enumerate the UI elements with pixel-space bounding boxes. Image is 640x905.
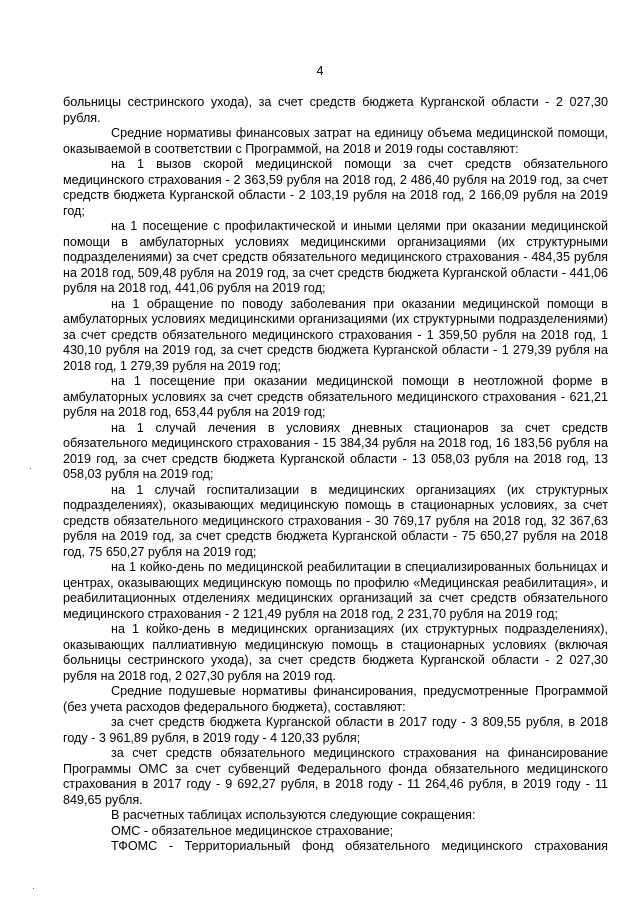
paragraph-rehabilitation-bed-day: на 1 койко-день по медицинской реабилитации в специализированных больницах и центрах, оказывающих медицинскую помощь по профилю «Медицинская реабилитация», и реабилитационных отделениях медицинских организаций за счет средств обязательного медицинского страхования - 2 121,49 рубля на 2018 год, 2 231,70 рубля на 2019 год; (63, 560, 608, 621)
paragraph-continuation: больницы сестринского ухода), за счет средств бюджета Курганской области - 2 027,30 рубля. (63, 95, 608, 125)
paragraph-day-hospital: на 1 случай лечения в условиях дневных стационаров за счет средств обязательного медицинского страхования - 15 384,34 рубля на 2018 год, 16 183,56 рубля на 2019 год, за счет средств бюджета Курганской области - 13 058,03 рубля на 2018 год, 13 058,03 рубля на 2019 год; (63, 420, 608, 481)
paragraph-abbreviations-intro: В расчетных таблицах используются следующие сокращения: (111, 808, 476, 822)
scan-speck (30, 468, 31, 469)
paragraph-preventive-visit: на 1 посещение с профилактической и иными целями при оказании медицинской помощи в амбулаторных условиях медицинскими организациями (их структурными подразделениями) за счет средств обязательного медицинского страхования - 484,35 рубля на 2018 год, 509,48 рубля на 2019 год, за счет средств бюджета Курганской области - 441,06 рубля на 2018 год, 441,06 рубля на 2019 год; (63, 219, 608, 295)
paragraph-per-capita-intro: Средние подушевые нормативы финансирования, предусмотренные Программой (без учета расходов федерального бюджета), составляют: (63, 684, 608, 714)
page-number: 4 (316, 64, 324, 78)
scan-speck (33, 888, 34, 889)
paragraph-per-capita-budget: за счет средств бюджета Курганской области в 2017 году - 3 809,55 рубля, в 2018 году - 3 961,89 рубля, в 2019 году - 4 120,33 рубля; (63, 715, 608, 745)
paragraph-abbr-tfoms: ТФОМС - Территориальный фонд обязательного медицинского страхования (111, 839, 608, 853)
paragraph-per-capita-oms: за счет средств обязательного медицинского страхования на финансирование Программы ОМС за счет субвенций Федерального фонда обязательного медицинского страхования в 2017 году - 9 692,27 рубля, в 2018 году - 11 264,46 рубля, в 2019 году - 11 849,65 рубля. (63, 746, 608, 807)
paragraph-palliative-bed-day: на 1 койко-день в медицинских организациях (их структурных подразделениях), оказывающих паллиативную медицинскую помощь в стационарных условиях (включая больницы сестринского ухода), за счет средств бюджета Курганской области - 2 027,30 рубля на 2018 год, 2 027,30 рубля на 2019 год. (63, 622, 608, 683)
paragraph-hospitalization: на 1 случай госпитализации в медицинских организациях (их структурных подразделениях), оказывающих медицинскую помощь в стационарных условиях, за счет средств обязательного медицинского страхования - 30 769,17 рубля на 2018 год, 32 367,63 рубля на 2019 год, за счет средств бюджета Курганской области - 75 650,27 рубля на 2018 год, 75 650,27 рубля на 2019 год; (63, 482, 608, 559)
document-body (63, 95, 608, 855)
paragraph-abbr-oms: ОМС - обязательное медицинское страхование; (111, 823, 394, 838)
paragraph-urgent-visit: на 1 посещение при оказании медицинской помощи в неотложной форме в амбулаторных условиях за счет средств обязательного медицинского страхования - 621,21 рубля на 2018 год, 653,44 рубля на 2019 год; (63, 374, 608, 419)
paragraph-intro-normatives: Средние нормативы финансовых затрат на единицу объема медицинской помощи, оказываемой в соответствии с Программой, на 2018 и 2019 годы составляют: (63, 126, 608, 156)
paragraph-ambulance-call: на 1 вызов скорой медицинской помощи за счет средств обязательного медицинского страхования - 2 363,59 рубля на 2018 год, 2 486,40 рубля на 2019 год, за счет средств бюджета Курганской области - 2 103,19 рубля на 2018 год, 2 166,09 рубля на 2019 год; (63, 157, 608, 218)
paragraph-disease-appeal: на 1 обращение по поводу заболевания при оказании медицинской помощи в амбулаторных условиях медицинскими организациями (их структурными подразделениями) за счет средств обязательного медицинского страхования - 1 359,50 рубля на 2018 год, 1 430,10 рубля на 2019 год, за счет средств бюджета Курганской области - 1 279,39 рубля на 2018 год, 1 279,39 рубля на 2019 год; (63, 296, 608, 373)
